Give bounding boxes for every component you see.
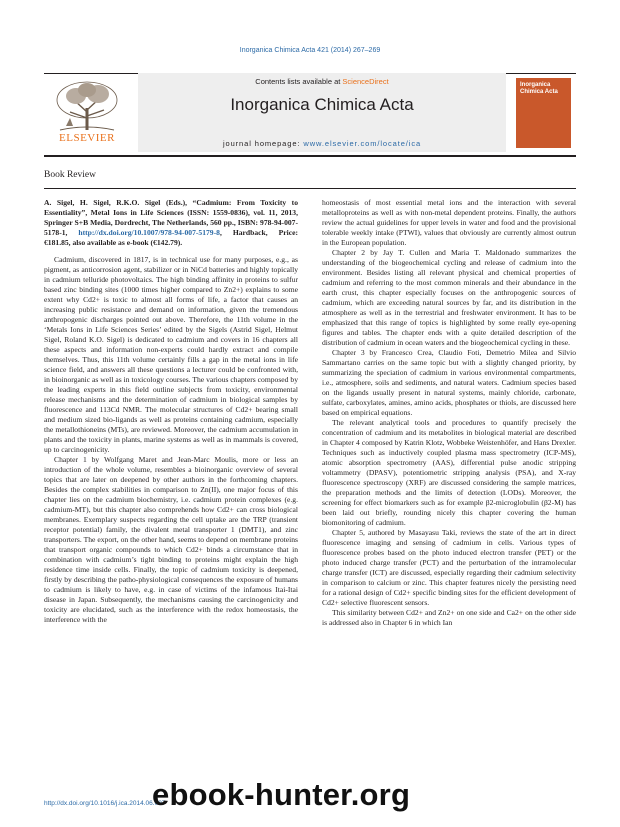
reference-doi-link[interactable]: http://dx.doi.org/10.1007/978-94-007-5179-8 — [78, 228, 220, 237]
book-reference — [44, 198, 298, 248]
right-paragraph-3: Chapter 3 by Francesco Crea, Claudio Foti, Demetrio Milea and Silvio Sammartano carries on the same topic but with a slightly changed priority, by summarizing the speciation of cadmium in various environmental compartments, i.e., atmosphere, soils and sediments, and natural waters. Cadmium species based on the ligands usually present in natural systems, mainly chloride, carbonate, sulfate, carboxylates, amines, amino acids, phosphates or thiols, are discussed here based on empirical equations. — [322, 348, 576, 417]
article-doi-link[interactable]: http://dx.doi.org/10.1016/j.ica.2014.06.007 — [44, 800, 166, 807]
journal-title: Inorganica Chimica Acta — [230, 95, 414, 114]
right-paragraph-2: Chapter 2 by Jay T. Cullen and Maria T. Maldonado summarizes the understanding of the biogeochemical cycling and release of cadmium into the environment. Besides listing all relevant physical and chemical properties of cadmium and referring to the most common minerals and their abundance in the earth crust, this chapter especially focuses on the anthropogenic sources of cadmium, which are exceeding natural sources by far, and its distribution in the atmosphere as well as in the terrestrial and freshwater environment. It has to be emphasized that this range of topics is highlighted by some really eye-opening figures and tables. The chapter ends with a quite detailed description of the distribution of cadmium in ocean waters and the biogeochemical cycling in these. — [322, 248, 576, 347]
contents-prefix: Contents lists available at — [255, 77, 343, 86]
section-rule — [44, 188, 576, 189]
right-column — [322, 198, 576, 628]
left-column — [44, 198, 298, 625]
left-paragraph-1: Cadmium, discovered in 1817, is in technical use for many purposes, e.g., as pigment, as anticorrosion agent, stabilizer or in NiCd batteries and highly topically in cadmium telluride photovoltaics. The high binding affinity in proteins to sulfur based zinc binding sites (1000 times higher compared to Zn2+) explains to some extent why Cd2+ is toxic to almost all forms of life, a factor that causes an increasing public resistance and demand on information, given the tremendous anthropogenic discharges pointed out above. Therefore, the 11th volume in the ‘Metals Ions in Life Sciences Series’ edited by the Sigels (Astrid Sigel, Helmut Sigel, Roland K.O. Sigel) is dedicated to cadmium and covers in 16 chapters all these aspects and information non-experts could hardly extract and compile themselves. Thus, this 11th volume certainly fills a gap in the metal ions in life science field, and answers all these questions a lecturer could be confronted with, in bioinorganic as well as in toxicology courses. The various chapters composed by the leading experts in this field outline subjects from toxicity, environmental release mechanisms and the determination of cadmium in biological samples by fluorescence and 113Cd NMR. The molecular structures of Cd2+ bearing small and medium sized bio-ligands as well as proteins containing cadmium, especially the metallothioneins (MTs), are reviewed. Moreover, the cadmium accumulation in plants and the toxicity in plants, marine systems as well as in mammals is covered, up to carcinogenicity. — [44, 255, 298, 454]
header-rule-bottom — [44, 155, 576, 157]
right-paragraph-4: The relevant analytical tools and procedures to quantify precisely the concentration of cadmium and its metabolites in biological material are described in Chapter 4 composed by Katrin Klotz, Wobbeke Weistenhöfer, and Hans Drexler. Techniques such as inductively coupled plasma mass spectrometry (ICP-MS), atomic absorption spectrometry (AAS), differential pulse anodic stripping voltammetry (DPASV), potentiometric stripping analysis (PSA), and X-ray fluorescence spectroscopy (XRF) are discussed considering the sample matrices, the preparation methods and the limits of detection (LODs). Moreover, the screening for effect biomarkers such as for example β2-microglobulin (β2-M) has been laid out briefly, rounding nicely this chapter covering the human biomonitoring of cadmium. — [322, 418, 576, 527]
journal-homepage-line — [138, 139, 506, 148]
journal-citation: Inorganica Chimica Acta 421 (2014) 267–269 — [239, 47, 381, 54]
journal-cover-thumbnail — [516, 78, 571, 148]
right-paragraph-5: Chapter 5, authored by Masayasu Taki, reviews the state of the art in direct fluorescence imaging and sensing of cadmium in cells. Various types of fluorescence probes based on the photo induced electron transfer (PET) or the photo induced charge transfer (PCT) and the perturbation of the intramolecular charge transfer (ICT) are discussed, especially regarding their cadmium selectivity in comparison to calcium or zinc. This chapter features nicely the persisting need for a rational design of Cd2+ specific binding sites for the efficient development of Cd2+ selective fluorescent sensors. — [322, 528, 576, 607]
section-label: Book Review — [44, 170, 96, 180]
right-paragraph-6: This similarity between Cd2+ and Zn2+ on one side and Ca2+ on the other side is addressed also in Chapter 6 in which Ian — [322, 608, 576, 627]
right-paragraph-1: homeostasis of most essential metal ions and the interaction with several metalloproteins as well as with non-metal dependent proteins. Finally, the authors review the actual guidelines for upper levels in water and food and the provisional tolerable weekly intake (PTWI), values that obviously are currently almost outrun in the European population. — [322, 198, 576, 247]
reference-tail: , Hardback, Price: €181.85, also available as e-book (€142.79). — [44, 228, 298, 247]
left-paragraph-2: Chapter 1 by Wolfgang Maret and Jean-Marc Moulis, more or less an introduction of the whole volume, resembles a bioinorganic overview of several topics that are later on deepened by other authors in the forthcoming chapters. Besides the complex stabilities in comparison to Zn(II), one major focus of this chapter lies on the cadmium biochemistry, i.e. cadmium protein complexes (e.g. cadmium-MT), but this chapter also comprehends how Cd2+ can cross biological membranes. Exemplary suspects regarding the cell uptake are the TRP (transient receptor potential) family, the divalent metal transporter 1 (DMT1), and zinc transporters. The export, on the other hand, seems to depend on membrane proteins that transport organic compounds to which Cd2+ binds a circumstance that in combination with cadmium’s tight binding to proteins might explain the high residence time inside cells. Finally, the topic of cadmium toxicity is deepened, firstly by describing the patho-physiological consequences the exposure of humans to cadmium is likely to have, e.g. in case of victims of the infamous Itai-Itai disease in Japan. Subsequently, the mechanisms causing the carcinogenicity and toxicity are elucidated, such as the interference with the redox homeostasis, the interference with the — [44, 455, 298, 624]
elsevier-wordmark: ELSEVIER — [59, 132, 115, 144]
watermark-text: ebook-hunter.org — [152, 777, 411, 812]
homepage-prefix: journal homepage: — [222, 139, 304, 148]
sciencedirect-link[interactable]: ScienceDirect — [342, 77, 389, 86]
homepage-url-link[interactable]: www.elsevier.com/locate/ica — [303, 139, 422, 148]
reference-text: A. Sigel, H. Sigel, R.K.O. Sigel (Eds.), “Cadmium: From Toxicity to Essentiality”, Metal Ions in Life Sciences (ISSN: 1559-0836), vol. 11, 2013, Springer S+B Media, Dordrecht, The Netherlands, 560 pp., ISBN: 978-94-007-5178-1, — [44, 198, 298, 237]
cover-title: Inorganica Chimica Acta — [520, 82, 558, 95]
contents-available-line — [138, 77, 506, 86]
